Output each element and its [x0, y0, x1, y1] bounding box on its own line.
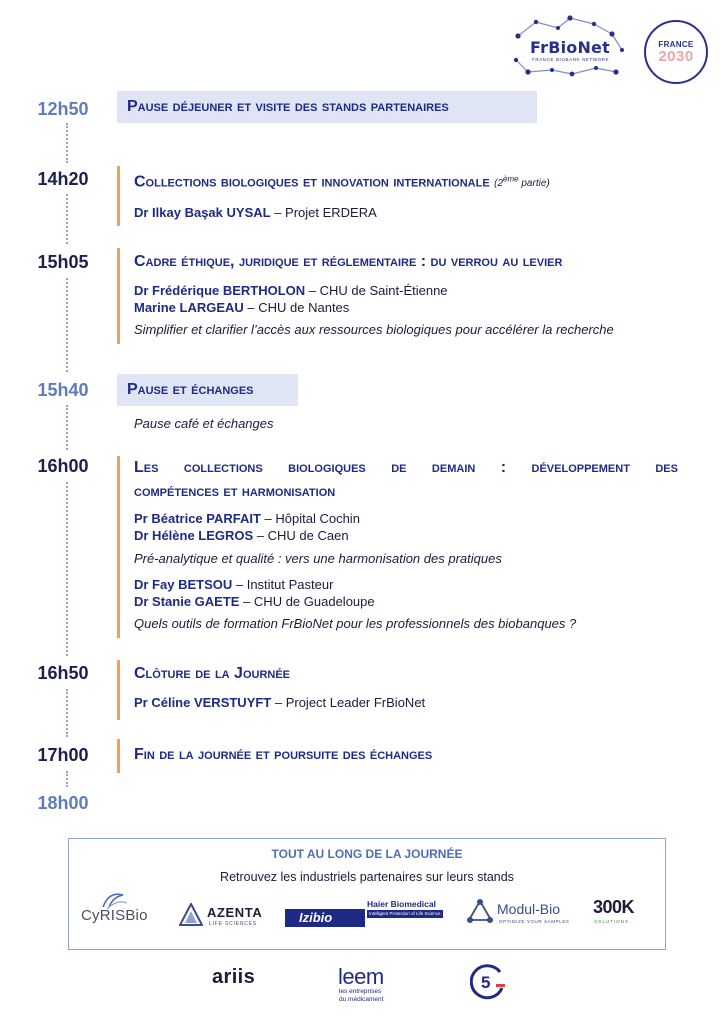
time-label: 17h00 [37, 745, 89, 765]
speaker-name: Pr Céline VERSTUYFT [134, 695, 272, 710]
session-title: Clôture de la Journée [134, 665, 291, 682]
timeline-dots [66, 482, 68, 656]
speaker-line [134, 527, 349, 544]
time-label: 14h20 [37, 169, 89, 189]
azenta-triangle-icon [179, 903, 203, 927]
speaker-affiliation: – CHU de Guadeloupe [239, 594, 375, 609]
timeline-dots [66, 278, 68, 372]
session-note: Quels outils de formation FrBioNet pour les professionnels des biobanques ? [134, 616, 577, 631]
speaker-line [134, 282, 448, 299]
speaker-affiliation: – Institut Pasteur [232, 577, 334, 592]
speaker-line [134, 694, 425, 711]
france2030-logo-line1: FRANCE [658, 40, 694, 49]
session-title-line [134, 250, 562, 274]
session-title: compétences et harmonisation [134, 483, 336, 500]
session-title: Pause et échanges [127, 381, 254, 398]
speaker-affiliation: – Hôpital Cochin [260, 511, 360, 526]
modul-bio-logo [467, 899, 577, 929]
speaker-affiliation: – CHU de Saint-Étienne [305, 283, 448, 298]
leem-logo-subtitle: du médicament [339, 996, 384, 1003]
speaker-name: Dr Ilkay Başak UYSAL [134, 205, 271, 220]
partners-box [68, 838, 666, 950]
session-title: Fin de la journée et poursuite des échanges [134, 746, 433, 763]
session-note: Pré-analytique et qualité : vers une harmonisation des pratiques [134, 551, 502, 566]
session-note: Pause café et échanges [134, 416, 274, 431]
cyrisbio-logo [81, 889, 177, 929]
300k-logo [593, 897, 653, 929]
haier-biomedical-logo [367, 899, 443, 929]
timeline-dots [66, 194, 68, 244]
session-pause-box [117, 374, 298, 406]
speaker-name: Dr Stanie GAETE [134, 594, 240, 609]
partners-heading: TOUT AU LONG DE LA JOURNÉE [271, 847, 463, 861]
modul-bio-molecule-icon [467, 899, 493, 923]
partners-subheading: Retrouvez les industriels partenaires sur leurs stands [220, 870, 514, 884]
session-title-line [134, 168, 550, 196]
leem-logo [338, 964, 400, 1004]
speaker-affiliation: – Projet ERDERA [270, 205, 377, 220]
session-title-line [134, 662, 290, 686]
session-title-line [134, 480, 335, 504]
speaker-name: Dr Frédérique BERTHOLON [134, 283, 306, 298]
session-title: Collections biologiques et innovation internationale [134, 173, 490, 191]
speaker-line [134, 576, 333, 593]
300k-logo-subtitle: SOLUTIONS [594, 919, 630, 924]
session-title-line [134, 743, 432, 767]
session-accent-bar [117, 739, 120, 773]
timeline-dots [66, 123, 68, 163]
session-accent-bar [117, 248, 120, 344]
modul-bio-logo-subtitle: OPTIMIZE YOUR SAMPLES [499, 919, 570, 924]
time-label: 16h50 [37, 663, 89, 683]
session-accent-bar [117, 456, 120, 638]
session-title: Pause déjeuner et visite des stands partenaires [127, 98, 449, 115]
session-title: Cadre éthique, juridique et réglementaire : du verrou au levier [134, 253, 563, 270]
leem-logo-text: leem [338, 964, 384, 989]
session-note: Simplifier et clarifier l’accès aux ressources biologiques pour accélérer la recherche [134, 322, 614, 337]
ariis-logo-text: ariis [212, 966, 256, 988]
session-title-line [134, 456, 678, 480]
haier-logo-text: Haier Biomedical [367, 899, 436, 909]
speaker-name: Marine LARGEAU [134, 300, 244, 315]
speaker-name: Dr Fay BETSOU [134, 577, 233, 592]
part-note-prefix: (2 [494, 178, 504, 190]
izibio-logo-text: Izibio [299, 910, 333, 925]
time-label: 16h00 [37, 456, 89, 476]
timeline-dots [66, 771, 68, 787]
speaker-affiliation: – Project Leader FrBioNet [271, 695, 426, 710]
speaker-line [134, 204, 377, 221]
speaker-name: Dr Hélène LEGROS [134, 528, 254, 543]
frbionet-logo [508, 14, 628, 78]
speaker-affiliation: – CHU de Caen [253, 528, 349, 543]
part-note-superscript: ème [503, 175, 519, 184]
time-label: 18h00 [37, 793, 89, 813]
izibio-logo [285, 909, 365, 927]
ariis-logo [212, 966, 272, 992]
azenta-logo-text: AZENTA [207, 905, 263, 920]
session-accent-bar [117, 166, 120, 226]
france2030-logo [644, 20, 708, 84]
300k-logo-text: 300K [593, 897, 635, 917]
timeline-dots [66, 689, 68, 737]
time-label: 15h05 [37, 252, 89, 272]
session-pause-box [117, 91, 537, 123]
cyrisbio-logo-text: CyRISBio [81, 907, 148, 924]
azenta-logo [179, 901, 271, 933]
session-title: Les collections biologiques de demain : développement des [134, 459, 678, 476]
timeline-dots [66, 405, 68, 450]
modul-bio-logo-text: Modul-Bio [497, 901, 561, 917]
time-label: 12h50 [37, 99, 89, 119]
session-part-note [494, 175, 550, 190]
frbionet-logo-name: FrBioNet [530, 38, 610, 57]
time-label: 15h40 [37, 380, 89, 400]
part-note-suffix: partie) [518, 178, 550, 190]
haier-logo-subtitle: Intelligent Protection of Life Science [367, 910, 443, 918]
speaker-line [134, 593, 375, 610]
speaker-affiliation: – CHU de Nantes [243, 300, 350, 315]
frbionet-logo-subtitle: FRANCE BIOBANK NETWORK [532, 57, 610, 62]
g5-logo-text: 5 [481, 973, 491, 992]
speaker-name: Pr Béatrice PARFAIT [134, 511, 261, 526]
speaker-line [134, 299, 349, 316]
france2030-logo-line2: 2030 [658, 48, 694, 65]
g5-logo [470, 964, 506, 1002]
session-accent-bar [117, 660, 120, 720]
azenta-logo-subtitle: LIFE SCIENCES [209, 921, 257, 927]
leem-logo-subtitle: les entreprises [339, 988, 382, 995]
speaker-line [134, 510, 360, 527]
